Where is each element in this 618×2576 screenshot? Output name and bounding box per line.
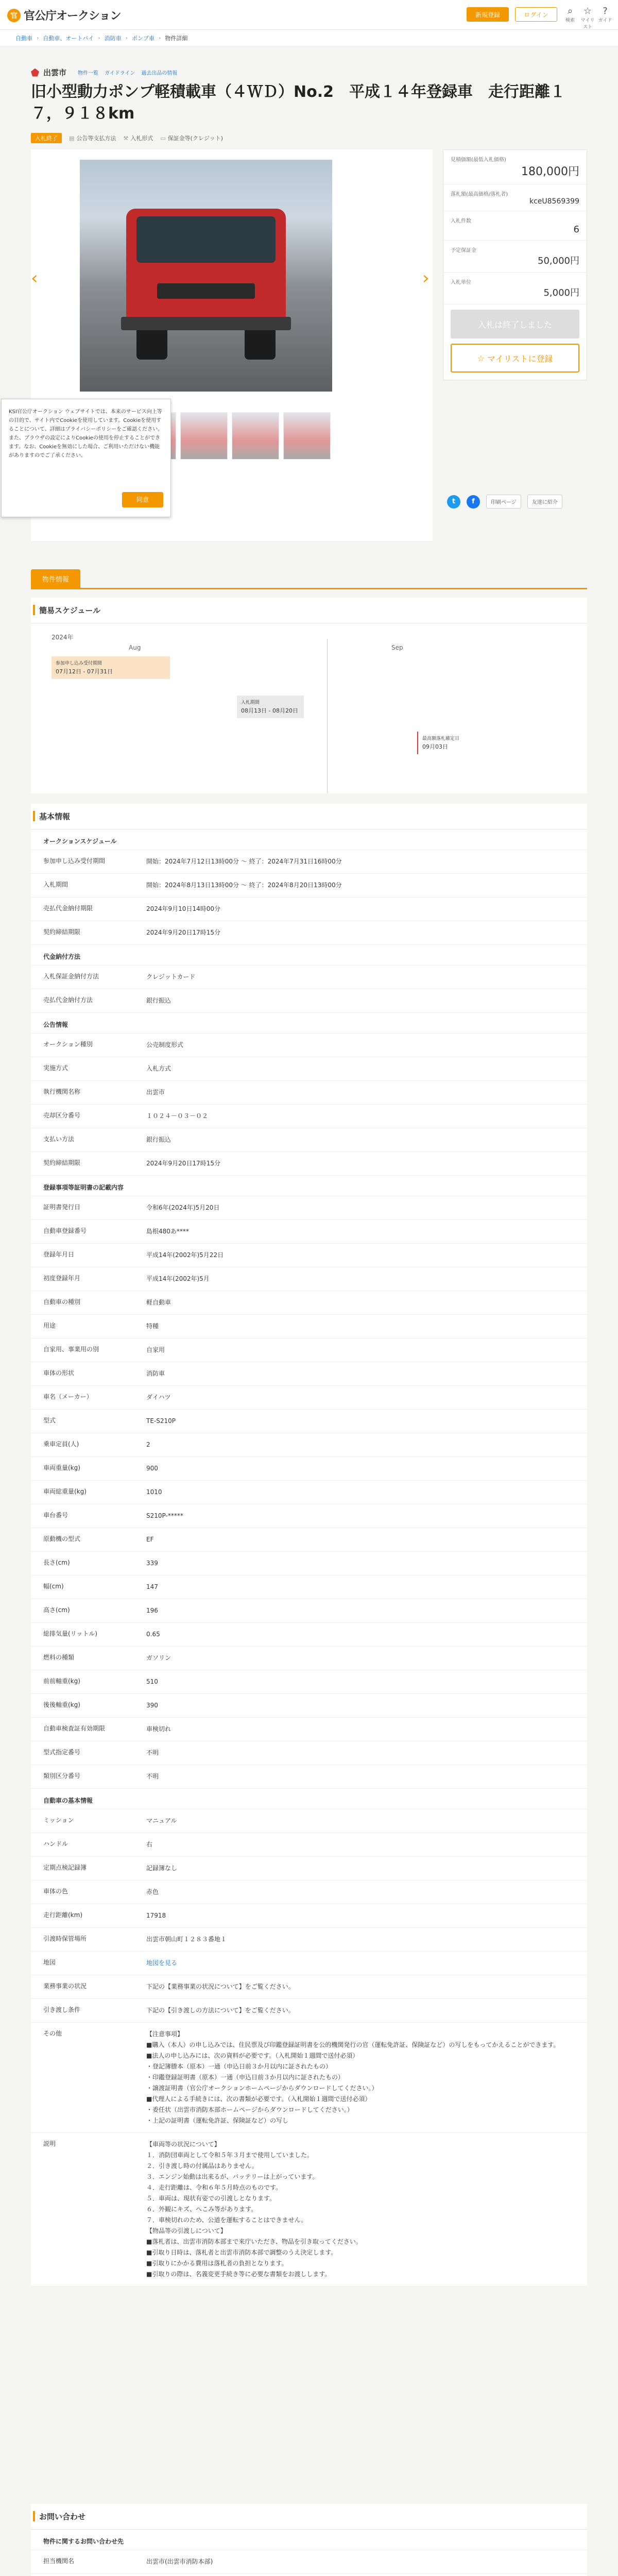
info-value: 2024年9月10日14時00分	[146, 905, 220, 912]
schedule-panel	[31, 598, 587, 793]
share-friend-button[interactable]: 友達に紹介	[527, 495, 562, 509]
info-key: 入札期間	[31, 874, 139, 897]
basic-subheading: 公告情報	[31, 1013, 587, 1033]
info-key: 実施方式	[31, 1057, 139, 1080]
info-value: TE-S210P	[146, 1417, 176, 1425]
info-key: 車台番号	[31, 1504, 139, 1528]
info-key: 車体の色	[31, 1880, 139, 1904]
info-value: 開始：2024年8月13日13時00分 ～ 終了：2024年8月20日13時00分	[146, 882, 342, 889]
info-row	[31, 1904, 587, 1928]
guide-nav[interactable]: ? ガイド	[598, 6, 612, 23]
info-key: 車両総重量(kg)	[31, 1481, 139, 1504]
basic-subheading: 自動車の基本情報	[31, 1789, 587, 1809]
info-row	[31, 1196, 587, 1220]
info-key: ミッション	[31, 1809, 139, 1833]
info-row	[31, 989, 587, 1013]
deposit-value: 50,000円	[538, 256, 579, 266]
municipality-header	[31, 67, 177, 78]
info-value: 0.65	[146, 1631, 160, 1638]
thumbnail[interactable]	[283, 412, 331, 460]
info-value: 下記の【業務事業の状況について】をご覧ください。	[146, 1983, 295, 1990]
info-key: 車体の形状	[31, 1362, 139, 1385]
info-value: 339	[146, 1560, 158, 1567]
info-row	[31, 1504, 587, 1528]
print-button[interactable]: 印刷ページ	[486, 495, 521, 509]
info-row	[31, 1599, 587, 1623]
info-key: オークション種別	[31, 1033, 139, 1057]
basic-subheading: オークションスケジュール	[31, 829, 587, 850]
info-row	[31, 1386, 587, 1410]
info-row	[31, 850, 587, 874]
info-key: 参加申し込み受付期間	[31, 850, 139, 873]
info-key: 引渡時保管場所	[31, 1928, 139, 1951]
info-value: 2024年9月20日17時15分	[146, 1160, 220, 1167]
truck-bumper	[121, 317, 291, 330]
mylist-icon: ☆	[583, 6, 592, 16]
info-row	[31, 1128, 587, 1152]
star-icon: ☆	[477, 353, 488, 363]
meta-auction: ⚒ 入札形式	[123, 134, 153, 142]
info-row	[31, 1765, 587, 1789]
info-row	[31, 1857, 587, 1880]
info-row	[31, 2133, 587, 2286]
info-row	[31, 1528, 587, 1552]
logo-mark-icon: 官	[7, 9, 21, 22]
cookie-text: KSI官公庁オークション ウェブサイトでは、本来のサービス向上等の目的で、サイト内でCookieを使用しています。Cookieを使用することについて、詳細はプライバシーポリシーをご確認ください。また、ブラウザの設定によりCookieの使用を停止することができます。なお、Cookieを無効にした場合、ご利用いただけない機能がありますのでご了承ください。	[9, 409, 163, 459]
info-value: 消防車	[146, 1370, 165, 1377]
info-value: 出雲市	[146, 1089, 165, 1096]
info-key: 類別区分番号	[31, 1765, 139, 1788]
info-value: 銀行振込	[146, 1136, 171, 1143]
info-row	[31, 1362, 587, 1386]
info-row	[31, 1575, 587, 1599]
info-key: 自動車検査証有効期限	[31, 1718, 139, 1741]
contact-value	[139, 2574, 587, 2576]
month-label: Aug	[129, 644, 141, 651]
info-key: 走行距離(km)	[31, 1904, 139, 1927]
breadcrumb: 自動車 › 自動車、オートバイ › 消防車 › ポンプ車 › 物件詳細	[0, 30, 618, 46]
info-key: 説明	[31, 2133, 139, 2286]
info-value: ガソリン	[146, 1654, 171, 1662]
municipality-emblem-icon	[31, 69, 39, 77]
search-nav[interactable]: ⌕ 検索	[562, 6, 578, 23]
info-key: 自家用、事業用の別	[31, 1338, 139, 1362]
contact-row	[31, 2574, 587, 2576]
cookie-accept-button[interactable]: 同意	[122, 492, 163, 507]
info-row	[31, 1315, 587, 1338]
info-row	[31, 1718, 587, 1741]
photo-gallery	[9, 149, 433, 541]
info-value: 島根480あ****	[146, 1228, 189, 1235]
info-key: 型式	[31, 1410, 139, 1433]
info-key: 前前軸重(kg)	[31, 1670, 139, 1693]
muni-link[interactable]: 過去出品の情報	[141, 71, 178, 76]
info-key: 定期点検記録簿	[31, 1857, 139, 1880]
prev-photo-icon[interactable]: ‹	[31, 268, 38, 289]
guide-icon: ?	[603, 6, 608, 16]
info-key: 売払代金納付期限	[31, 897, 139, 921]
info-row	[31, 1291, 587, 1315]
info-row	[31, 1670, 587, 1694]
event-close: 最高額落札確定日 09月03日	[417, 732, 510, 754]
site-logo[interactable]	[7, 7, 121, 23]
info-key: 契約締結期限	[31, 1152, 139, 1175]
step-value: 5,000円	[543, 287, 579, 298]
muni-link[interactable]: ガイドライン	[105, 71, 135, 76]
info-value: クレジットカード	[146, 973, 196, 980]
info-value[interactable]: 地図を見る	[146, 1959, 178, 1967]
bid-ended-button: 入札は終了しました	[451, 310, 579, 338]
info-value: 2	[146, 1441, 150, 1448]
info-value: 特種	[146, 1323, 159, 1330]
info-value: 軽自動車	[146, 1299, 171, 1306]
gavel-icon: ⚒	[123, 134, 129, 142]
info-key: 登録年月日	[31, 1244, 139, 1267]
bidders-label: 入札件数	[451, 218, 471, 224]
basic-info-panel	[31, 804, 587, 2286]
info-value: 17918	[146, 1912, 166, 1919]
info-value: EF	[146, 1536, 154, 1543]
info-row	[31, 1999, 587, 2023]
info-row	[31, 1033, 587, 1057]
info-value: 平成14年(2002年)5月	[146, 1275, 210, 1282]
info-key: 燃料の種類	[31, 1647, 139, 1670]
info-key: 車両重量(kg)	[31, 1457, 139, 1480]
info-key: その他	[31, 2023, 139, 2132]
info-value: 平成14年(2002年)5月22日	[146, 1251, 224, 1259]
info-row	[31, 1741, 587, 1765]
schedule-heading: 簡易スケジュール	[31, 598, 587, 623]
info-key: 売払代金納付方法	[31, 989, 139, 1012]
info-value: 自家用	[146, 1346, 165, 1353]
document-icon: ▤	[69, 134, 75, 142]
search-icon: ⌕	[567, 6, 573, 16]
thumbnail[interactable]	[180, 412, 228, 460]
info-key: 幅(cm)	[31, 1575, 139, 1599]
info-key: 後後軸重(kg)	[31, 1694, 139, 1717]
top-bar	[0, 0, 618, 30]
info-row	[31, 1975, 587, 1999]
schedule-year: 2024年	[52, 634, 74, 641]
info-value: 不明	[146, 1773, 159, 1780]
info-value: マニュアル	[146, 1817, 177, 1824]
info-row	[31, 1952, 587, 1975]
next-photo-icon[interactable]: ›	[422, 268, 430, 289]
info-row	[31, 874, 587, 897]
breadcrumb-item[interactable]: 消防車	[104, 35, 122, 42]
breadcrumb-item[interactable]: 自動車、オートバイ	[43, 35, 94, 42]
register-button[interactable]: 新規登録	[467, 7, 509, 22]
info-row	[31, 2023, 587, 2133]
info-row	[31, 965, 587, 989]
info-row	[31, 1833, 587, 1857]
info-value: 510	[146, 1678, 158, 1685]
info-row	[31, 1623, 587, 1647]
info-value: 下記の【引き渡しの方法について】をご覧ください。	[146, 2007, 295, 2014]
info-row	[31, 1457, 587, 1481]
breadcrumb-item[interactable]: 自動車	[15, 35, 32, 42]
winner-id: kceU8569399	[529, 197, 579, 206]
contact-row	[31, 2550, 587, 2574]
info-value: 出雲市朝山町１２８３番地１	[146, 1936, 227, 1943]
bidders-count: 6	[573, 224, 579, 235]
meta-deposit: ▭ 保証金等(クレジット)	[160, 134, 223, 142]
info-row	[31, 1481, 587, 1504]
info-key: 業務事業の状況	[31, 1975, 139, 1998]
contact-heading: お問い合わせ	[31, 2504, 587, 2530]
info-value: 赤色	[146, 1888, 159, 1895]
info-key: 車名（メーカー）	[31, 1386, 139, 1409]
truck-grill	[157, 283, 255, 299]
tab-item-info[interactable]: 物件情報	[31, 569, 80, 588]
info-key: 初度登録年月	[31, 1267, 139, 1291]
contact-value: 出雲市(出雲市消防本部)	[146, 2558, 213, 2565]
min-price: 180,000円	[521, 165, 579, 178]
info-value: 銀行振込	[146, 997, 171, 1004]
info-value: １０２４－０３－０２	[146, 1112, 209, 1120]
info-row	[31, 1433, 587, 1457]
item-title: 旧小型動力ポンプ軽積載車（４ＷＤ）No.2 平成１４年登録車 走行距離１７，９１８km	[31, 83, 565, 123]
info-key: 自動車登録番号	[31, 1220, 139, 1243]
event-bid: 入札期間 08月13日 - 08月20日	[237, 696, 304, 718]
info-key: 原動機の型式	[31, 1528, 139, 1551]
info-row	[31, 1410, 587, 1433]
breadcrumb-current: 物件詳細	[165, 35, 188, 42]
contact-subheading: 物件に関するお問い合わせ先	[31, 2530, 587, 2550]
info-key: 執行機関名称	[31, 1081, 139, 1104]
cookie-notice	[1, 399, 171, 517]
info-row	[31, 1694, 587, 1718]
info-row	[31, 1647, 587, 1670]
meta-pay: ▤ 公告等支払方法	[69, 134, 116, 142]
bid-summary	[443, 149, 587, 380]
info-value: 900	[146, 1465, 158, 1472]
facebook-icon[interactable]: f	[467, 495, 480, 509]
info-value: 390	[146, 1702, 158, 1709]
info-key: 引き渡し条件	[31, 1999, 139, 2022]
event-apply: 参加申し込み受付期間 07月12日 - 07月31日	[52, 656, 170, 679]
thumbnail[interactable]	[232, 412, 279, 460]
info-value: 2024年9月20日17時15分	[146, 929, 220, 936]
basic-heading: 基本情報	[31, 804, 587, 829]
info-row	[31, 1152, 587, 1176]
contact-key	[31, 2574, 139, 2576]
info-row	[31, 1338, 587, 1362]
step-label: 入札単位	[451, 280, 471, 285]
info-value: 右	[146, 1841, 153, 1848]
status-badge: 入札終了	[31, 133, 62, 143]
info-key: 入札保証金納付方法	[31, 965, 139, 989]
info-key: 地図	[31, 1952, 139, 1975]
contact-panel	[31, 2504, 587, 2576]
info-row	[31, 1081, 587, 1105]
info-key: 総排気量(リットル)	[31, 1623, 139, 1646]
info-value: S210P-*****	[146, 1512, 183, 1519]
card-icon: ▭	[160, 134, 166, 142]
info-value: ダイハツ	[146, 1394, 171, 1401]
info-key: 用途	[31, 1315, 139, 1338]
info-row	[31, 1880, 587, 1904]
login-button[interactable]: ログイン	[515, 7, 557, 22]
info-row	[31, 921, 587, 945]
info-key: 高さ(cm)	[31, 1599, 139, 1622]
basic-subheading: 代金納付方法	[31, 945, 587, 965]
info-value: 【注意事項】 ■購入（本人）の申し込みでは、住民票及び印鑑登録証明書を公的機関発行の官（運転免許証、保険証など）の写しをもってかえることができます。 ■法人の申し込みには、次の資料が必要です。（入札開始１週間で送付必須） ・登記簿謄本（原本）一通（申込日前３か月以内に証されたもの） ・印鑑登録証明書（原本）一通（申込日前３か月以内に証されたもの） ・譲渡証明書（官公庁オークションホームページからダウンロードしてください。） ■代理人による手続きには、次の書類が必要です。（入札開始１週間で送付必須） ・委任状（出雲市消防本部ホームページからダウンロードしてください。） ・上記の証明書（運転免許証、保険証など）の写し	[146, 2030, 560, 2124]
info-key: 支払い方法	[31, 1128, 139, 1151]
info-key: 自動車の種別	[31, 1291, 139, 1314]
info-key: 契約締結期限	[31, 921, 139, 944]
winner-label: 落札額(最高価格/落札者)	[451, 192, 508, 197]
contact-key: 担当機関名	[31, 2550, 139, 2573]
info-value: 開始：2024年7月12日13時00分 ～ 終了：2024年7月31日16時00分	[146, 858, 342, 865]
info-row	[31, 1057, 587, 1081]
basic-subheading: 登録事項等証明書の記載内容	[31, 1176, 587, 1196]
info-row	[31, 1267, 587, 1291]
info-row	[31, 897, 587, 921]
twitter-icon[interactable]: t	[447, 495, 460, 509]
add-mylist-button[interactable]: ☆ マイリストに登録	[451, 344, 579, 372]
info-value: 車検切れ	[146, 1725, 171, 1733]
info-value: 入札方式	[146, 1065, 171, 1072]
info-row	[31, 1244, 587, 1267]
info-value: 【車両等の状況について】 １．消防団車両として令和５年３月まで使用していました。 ２．引き渡し時の付属品はありません。 ３．エンジン始動は出来るが、バッテリーは上がっています。 ４．走行距離は、令和６年５月時点のものです。 ５．車両は、現状有姿での引渡しとなります。 ６．外観にキズ、へこみ等があります。 ７．車検切れのため、公道を運転することはできません。 【物品等の引渡しについて】 ■落札者は、出雲市消防本部まで来庁いただき、物品を引き取ってください。 ■引取り日時は、落札者と出雲市消防本部で調整のうえ決定します。 ■引取りにかかる費用は落札者の負担となります。 ■引取りの際は、名義変更手続き等に必要な書類をお渡しします。	[146, 2141, 362, 2278]
info-value: 記録簿なし	[146, 1865, 178, 1872]
info-value: 196	[146, 1607, 158, 1614]
truck-windshield	[136, 216, 276, 263]
info-row	[31, 1220, 587, 1244]
month-label: Sep	[391, 644, 403, 651]
info-row	[31, 1105, 587, 1128]
share-row	[443, 495, 587, 509]
min-price-label: 見積価額(最低入札価格)	[451, 157, 506, 163]
info-row	[31, 1809, 587, 1833]
breadcrumb-item[interactable]: ポンプ車	[132, 35, 154, 42]
logo-text: 官公庁オークション	[24, 10, 121, 23]
info-value: 147	[146, 1583, 158, 1590]
info-key: ハンドル	[31, 1833, 139, 1856]
item-meta-row	[31, 133, 223, 143]
municipality-name[interactable]: 出雲市	[43, 68, 67, 77]
tab-bar	[31, 571, 587, 589]
info-value: 公売制度形式	[146, 1041, 184, 1048]
info-value: 不明	[146, 1749, 159, 1756]
muni-link[interactable]: 物件一覧	[78, 71, 99, 76]
main-photo[interactable]	[80, 160, 332, 392]
info-value: 1010	[146, 1488, 162, 1496]
info-key: 売却区分番号	[31, 1105, 139, 1128]
info-key: 型式指定番号	[31, 1741, 139, 1765]
info-value: 令和6年(2024年)5月20日	[146, 1204, 220, 1211]
info-key: 長さ(cm)	[31, 1552, 139, 1575]
deposit-label: 予定保証金	[451, 248, 476, 253]
info-row	[31, 1552, 587, 1575]
info-row	[31, 1928, 587, 1952]
mylist-nav[interactable]: ☆ マイリスト	[580, 6, 595, 30]
info-key: 乗車定員(人)	[31, 1433, 139, 1456]
info-key: 証明書発行日	[31, 1196, 139, 1219]
